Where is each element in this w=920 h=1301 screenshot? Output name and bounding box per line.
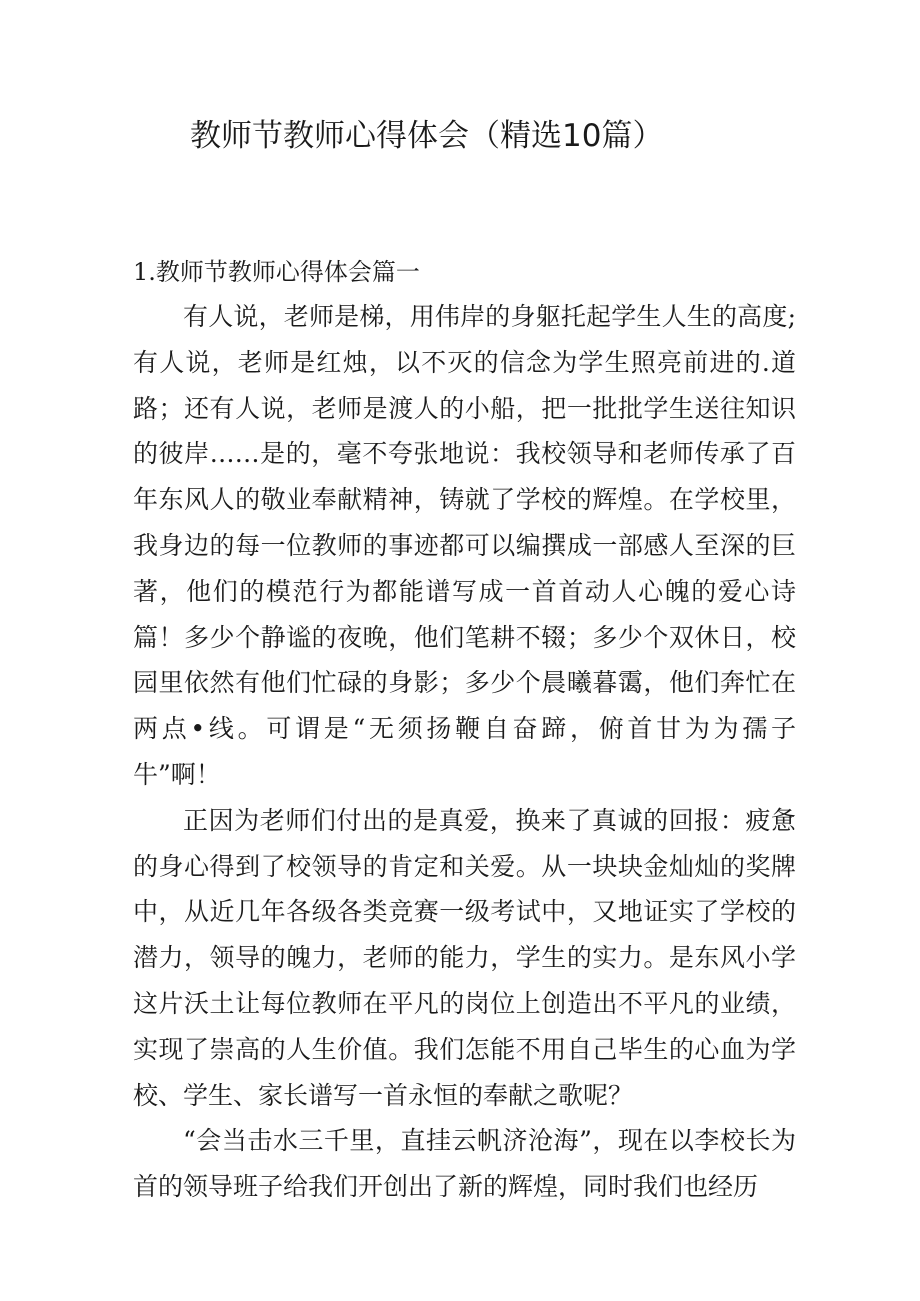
paragraph-2: 正因为老师们付出的是真爱，换来了真诚的回报：疲惫的身心得到了校领导的肯定和关爱。从一块块金灿灿的奖牌中，从近几年各级各类竞赛一级考试中，又地证实了学校的潜力，领导的魄力，老师的能力，学生的实力。是东风小学这片沃土让每位教师在平凡的岗位上创造出不平凡的业绩，实现了崇高的人生价值。我们怎能不用自己毕生的心血为学校、学生、家长谱写一首永恒的奉献之歌呢？	[133, 805, 796, 1110]
paragraph-3: “会当击水三千里，直挂云帆济沧海”，现在以李校长为首的领导班子给我们开创出了新的辉煌，同时我们也经历	[133, 1126, 796, 1202]
paragraph-1: 有人说，老师是梯，用伟岸的身躯托起学生人生的高度;有人说，老师是红烛，以不灭的信念为学生照亮前进的.道路；还有人说，老师是渡人的小船，把一批批学生送往知识的彼岸……是的，毫不夸张地说：我校领导和老师传承了百年东风人的敬业奉献精神，铸就了学校的辉煌。在学校里，我身边的每一位教师的事迹都可以编撰成一部感人至深的巨著，他们的模范行为都能谱写成一首首动人心魄的爱心诗篇！多少个静谧的夜晚，他们笔耕不辍；多少个双休日，校园里依然有他们忙碌的身影；多少个晨曦暮霭，他们奔忙在两点•线。可谓是“无须扬鞭自奋蹄，俯首甘为为孺子牛”啊！	[133, 302, 796, 789]
document-title: 教师节教师心得体会（精选10篇）	[190, 118, 664, 154]
section-heading: 1.教师节教师心得体会篇一	[133, 258, 420, 286]
document-body	[133, 294, 796, 1210]
